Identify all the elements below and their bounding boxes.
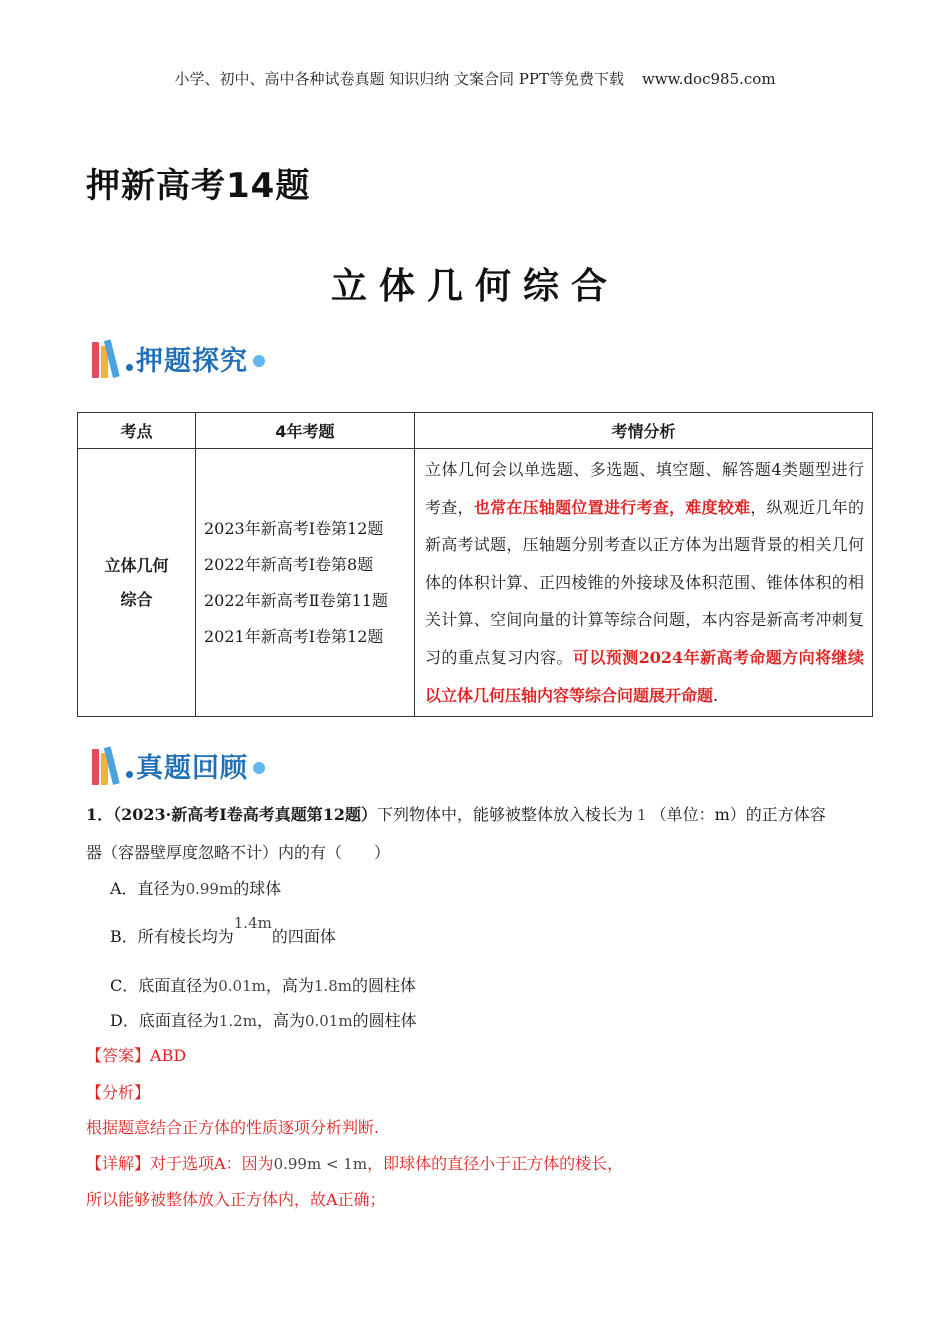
header-text: 小学、初中、高中各种试卷真题 知识归纳 文案合同 PPT等免费下载 [174, 70, 624, 88]
math-value: 0.01m [304, 1012, 353, 1030]
answer-tag: 【答案】 [86, 1046, 151, 1065]
kaodian-line: 综合 [120, 589, 153, 609]
option-text: 的圆柱体 [351, 976, 416, 995]
math-value: 1.8m [313, 977, 352, 995]
kaodian-line: 立体几何 [104, 555, 169, 575]
math-value: 0.01m [218, 977, 266, 995]
exam-analysis-table [77, 412, 873, 717]
dot-icon [126, 364, 133, 371]
option-a [110, 876, 281, 899]
year-item: 2022年新高考Ⅱ卷第11题 [204, 590, 388, 610]
header-site-link[interactable]: www.doc985.com [641, 70, 776, 88]
section-banner-prediction [92, 336, 265, 380]
answer-line [86, 1043, 186, 1066]
detail-text: ，即球体的直径小于正方体的棱长， [367, 1154, 624, 1173]
page-header [0, 68, 950, 89]
analysis-text: 根据题意结合正方体的性质逐项分析判断. [86, 1118, 380, 1137]
question-number: 1． [86, 805, 114, 824]
option-text: D．底面直径为 [110, 1011, 219, 1030]
option-b [110, 914, 336, 947]
math-value: 1.4m [233, 914, 272, 932]
table-header-cell: 考情分析 [415, 413, 873, 449]
analysis-text: . [713, 685, 719, 705]
years-cell [196, 449, 415, 717]
question-text: （单位：m）的正方体容 [650, 805, 826, 824]
books-icon [92, 338, 122, 378]
topic-title: 立体几何综合 [330, 266, 619, 307]
analysis-text: 立体几何会以单选题、多选题、填空题、解答题4类题型进行考查， [425, 460, 864, 517]
math-value: 0.99m [185, 880, 234, 898]
year-item: 2023年新高考Ⅰ卷第12题 [204, 518, 384, 538]
question-text: 下列物体中，能够被整体放入棱长为 [377, 805, 634, 824]
kaodian-cell [78, 449, 196, 717]
table-header-row [78, 413, 873, 449]
detail-line [86, 1151, 623, 1174]
table-header-cell: 考点 [78, 413, 196, 449]
analysis-text: ，纵观近几年的新高考试题，压轴题分别考查以正方体为出题背景的相关几何体的体积计算、正四棱锥的外接球及体积范围、锥体体积的相关计算、空间向量的计算等综合问题，本内容是新高考冲刺复习的重点复习内容。 [425, 497, 864, 667]
question-source: （2023·新高考Ⅰ卷高考真题第12题） [113, 805, 377, 824]
section-banner-review [92, 743, 265, 787]
option-d [110, 1008, 417, 1031]
math-value: 1 [637, 806, 647, 824]
dot-icon [253, 762, 265, 774]
math-value: 0.99m < 1m [273, 1155, 368, 1173]
books-icon [92, 745, 122, 785]
option-c [110, 973, 416, 996]
option-text: 的球体 [233, 879, 282, 898]
option-text: B．所有棱长均为 [110, 927, 234, 946]
option-text: 的四面体 [271, 927, 336, 946]
detail-line2: 所以能够被整体放入正方体内，故A正确； [86, 1190, 386, 1209]
answer-value: ABD [150, 1046, 187, 1065]
detail-text: 对于选项A：因为 [150, 1154, 274, 1173]
year-item: 2022年新高考Ⅰ卷第8题 [204, 554, 374, 574]
analysis-highlight: 也常在压轴题位置进行考查，难度较难 [473, 497, 751, 517]
analysis-cell [415, 449, 873, 717]
option-text: C．底面直径为 [110, 976, 219, 995]
math-value: 1.2m [218, 1012, 257, 1030]
section-label: 真题回顾 [136, 752, 248, 784]
year-item: 2021年新高考Ⅰ卷第12题 [204, 626, 384, 646]
option-text: ，高为 [265, 976, 314, 995]
option-text: 的圆柱体 [352, 1011, 417, 1030]
dot-icon [253, 355, 265, 367]
analysis-highlight: 可以预测2024年新高考命题方向将继续以立体几何压轴内容等综合问题展开命题 [425, 647, 864, 705]
page-title: 押新高考14题 [86, 166, 311, 206]
section-label: 押题探究 [136, 345, 248, 377]
table-row [78, 449, 873, 717]
question-stem-line2: 器（容器壁厚度忽略不计）内的有（ ） [86, 843, 391, 862]
dot-icon [126, 771, 133, 778]
analysis-tag: 【分析】 [86, 1083, 151, 1102]
option-text: ，高为 [256, 1011, 305, 1030]
option-text: A．直径为 [110, 879, 186, 898]
table-header-cell: 4年考题 [196, 413, 415, 449]
detail-tag: 【详解】 [86, 1154, 151, 1173]
question-stem [86, 802, 826, 825]
